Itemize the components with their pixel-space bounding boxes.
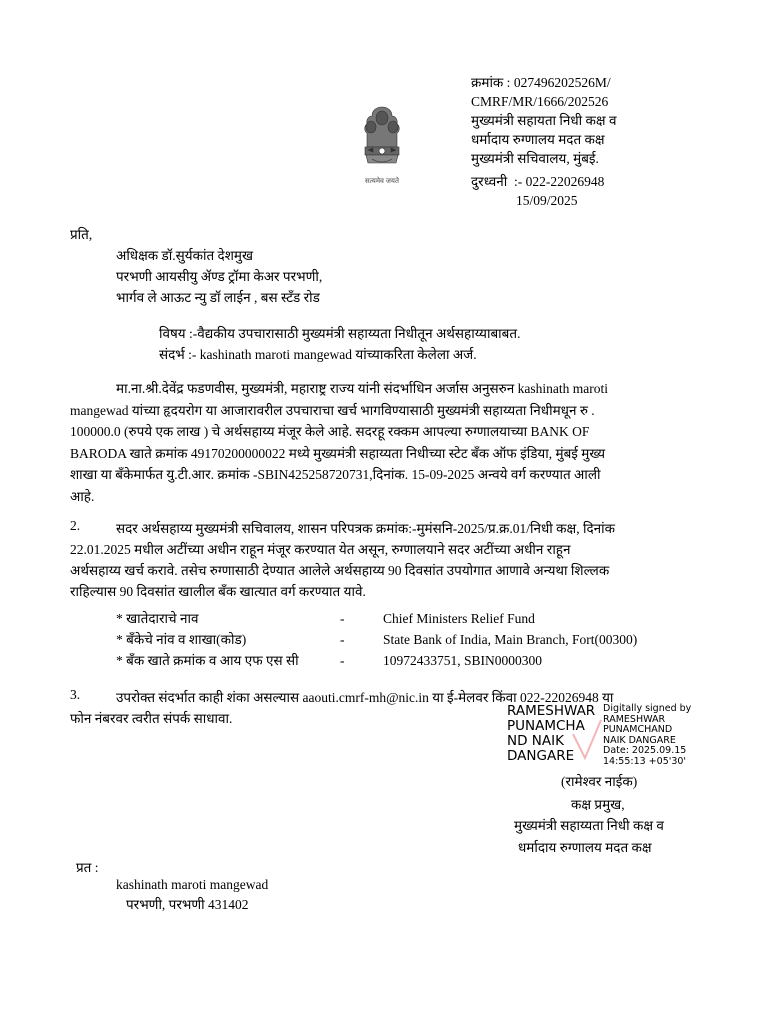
- paragraph-3-number: 3.: [70, 687, 81, 702]
- office-name-line2: धर्मादाय रुग्णालय मदत कक्ष: [471, 132, 605, 147]
- copy-recipient-address: परभणी, परभणी 431402: [126, 897, 249, 912]
- recipient-address: [116, 245, 322, 308]
- bank-row-value: Chief Ministers Relief Fund: [383, 611, 535, 626]
- signature-details-block: Digitally signed by RAMESHWAR PUNAMCHAND NAIK DANGARE Date: 2025.09.15 14:55:13 +05'30': [603, 703, 692, 767]
- paragraph-2-number: 2.: [70, 518, 81, 533]
- bank-row: [116, 608, 676, 629]
- paragraph-1: [70, 378, 697, 507]
- recipient-line1: अधिक्षक डॉ.सुर्यकांत देशमुख: [116, 248, 253, 263]
- paragraph-2-line2: 22.01.2025 मधील अटींच्या अधीन राहून मंजूर करण्यात येत असून, रुग्णालयाने सदर अटींच्या अधीन राहून: [70, 542, 571, 557]
- signature-name-block: RAMESHWAR PUNAMCHA ND NAIK DANGARE: [507, 703, 596, 764]
- paragraph-1-line4: BARODA खाते क्रमांक 49170200000022 मध्ये मुख्यमंत्री सहाय्यता निधीच्या स्टेट बँक ऑफ इंडिया, मुंबई मुख्य: [70, 445, 606, 461]
- bank-row-label: * खातेदाराचे नाव: [116, 611, 199, 626]
- ashoka-lion-emblem-icon: [352, 103, 412, 175]
- signer-title2: मुख्यमंत्री सहाय्यता निधी कक्ष व: [514, 818, 664, 833]
- bank-row-value: 10972433751, SBIN0000300: [383, 653, 543, 668]
- phone-line: दुरध्वनी :- 022-22026948: [471, 174, 605, 189]
- paragraph-2-line3: अर्थसहाय्य खर्च करावे. तसेच रुग्णासाठी देण्यात आलेले अर्थसहाय्य 90 दिवसांत उपयोगात आणावे अन्यथा शिल्लक: [70, 563, 610, 578]
- office-name-line1: मुख्यमंत्री सहायता निधी कक्ष व: [471, 113, 617, 128]
- bank-row-dash: -: [340, 611, 345, 626]
- paragraph-1-line6: आहे.: [70, 488, 95, 504]
- paragraph-1-line3: 100000.0 (रुपये एक लाख ) चे अर्थसहाय्य मंजूर केले आहे. सदरहू रक्कम आपल्या रुग्णालयाच्या BANK OF: [70, 424, 590, 439]
- copy-recipient-name: kashinath maroti mangewad: [116, 877, 269, 892]
- signer-title3: धर्मादाय रुग्णालय मदत कक्ष: [518, 840, 652, 855]
- paragraph-3-line1: उपरोक्त संदर्भात काही शंका असल्यास aaouti.cmrf-mh@nic.in या ई-मेलवर किंवा 022-22026948 या: [116, 690, 614, 705]
- bank-row: [116, 629, 676, 650]
- bank-row-label: * बँक खाते क्रमांक व आय एफ एस सी: [116, 653, 299, 668]
- paragraph-2-line1: सदर अर्थसहाय्य मुख्यमंत्री सचिवालय, शासन परिपत्रक क्रमांक:-मुमंसनि-2025/प्र.क्र.01/निधी कक्ष, दिनांक: [116, 521, 615, 536]
- paragraph-3-line2: फोन नंबरवर त्वरीत संपर्क साधावा.: [70, 711, 233, 726]
- state-emblem: [352, 103, 412, 183]
- subject-vishay: विषय :-वैद्यकीय उपचारासाठी मुख्यमंत्री सहाय्यता निधीतून अर्थसहाय्याबाबत.: [159, 326, 521, 341]
- office-name-line3: मुख्यमंत्री सचिवालय, मुंबई.: [471, 151, 599, 166]
- bank-details: [116, 608, 676, 671]
- emblem-caption: सत्यमेव जयते: [365, 177, 399, 185]
- recipient-prati: प्रति,: [70, 227, 93, 242]
- letter-date: 15/09/2025: [516, 193, 578, 208]
- reference-number-line1: क्रमांक : 027496202526M/: [471, 75, 611, 90]
- copy-label: प्रत :: [76, 860, 99, 875]
- paragraph-1-line5: शाखा या बँकेमार्फत यु.टी.आर. क्रमांक -SBIN425258720731,दिनांक. 15-09-2025 अन्वये वर्ग करण्यात आली: [70, 467, 601, 482]
- header-block: [471, 73, 616, 210]
- bank-row: [116, 650, 676, 671]
- bank-row-label: * बँकेचे नांव व शाखा(कोड): [116, 632, 247, 647]
- digital-signature: [507, 704, 707, 774]
- paragraph-2: [70, 518, 697, 602]
- bank-row-dash: -: [340, 632, 345, 647]
- signer-title1: कक्ष प्रमुख,: [571, 797, 625, 812]
- recipient-line2: परभणी आयसीयु ॲण्ड ट्रॉमा केअर परभणी,: [116, 269, 323, 284]
- subject-sandarbh: संदर्भ :- kashinath maroti mangewad यांच्याकरिता केलेला अर्ज.: [159, 347, 477, 362]
- bank-row-dash: -: [340, 653, 345, 668]
- paragraph-1-line2: mangewad यांच्या हृदयरोग या आजारावरील उपचाराचा खर्च भागविण्यासाठी मुख्यमंत्री सहाय्यता निधीमधून रु .: [70, 402, 595, 418]
- signer-name: (रामेश्वर नाईक): [561, 774, 638, 789]
- subject-block: [159, 323, 520, 365]
- paragraph-1-line1: मा.ना.श्री.देवेंद्र फडणवीस, मुख्यमंत्री, महाराष्ट्र राज्य यांनी संदर्भाधिन अर्जास अनुसरुन kashinath maroti: [116, 381, 608, 396]
- recipient-line3: भार्गव ले आऊट न्यु डॉ लाईन , बस स्टॅंड रोड: [116, 290, 320, 305]
- bank-row-value: State Bank of India, Main Branch, Fort(00300): [383, 632, 638, 647]
- reference-number-line2: CMRF/MR/1666/202526: [471, 94, 609, 109]
- paragraph-2-line4: राहिल्यास 90 दिवसांत खालील बँक खात्यात वर्ग करण्यात यावे.: [70, 584, 366, 599]
